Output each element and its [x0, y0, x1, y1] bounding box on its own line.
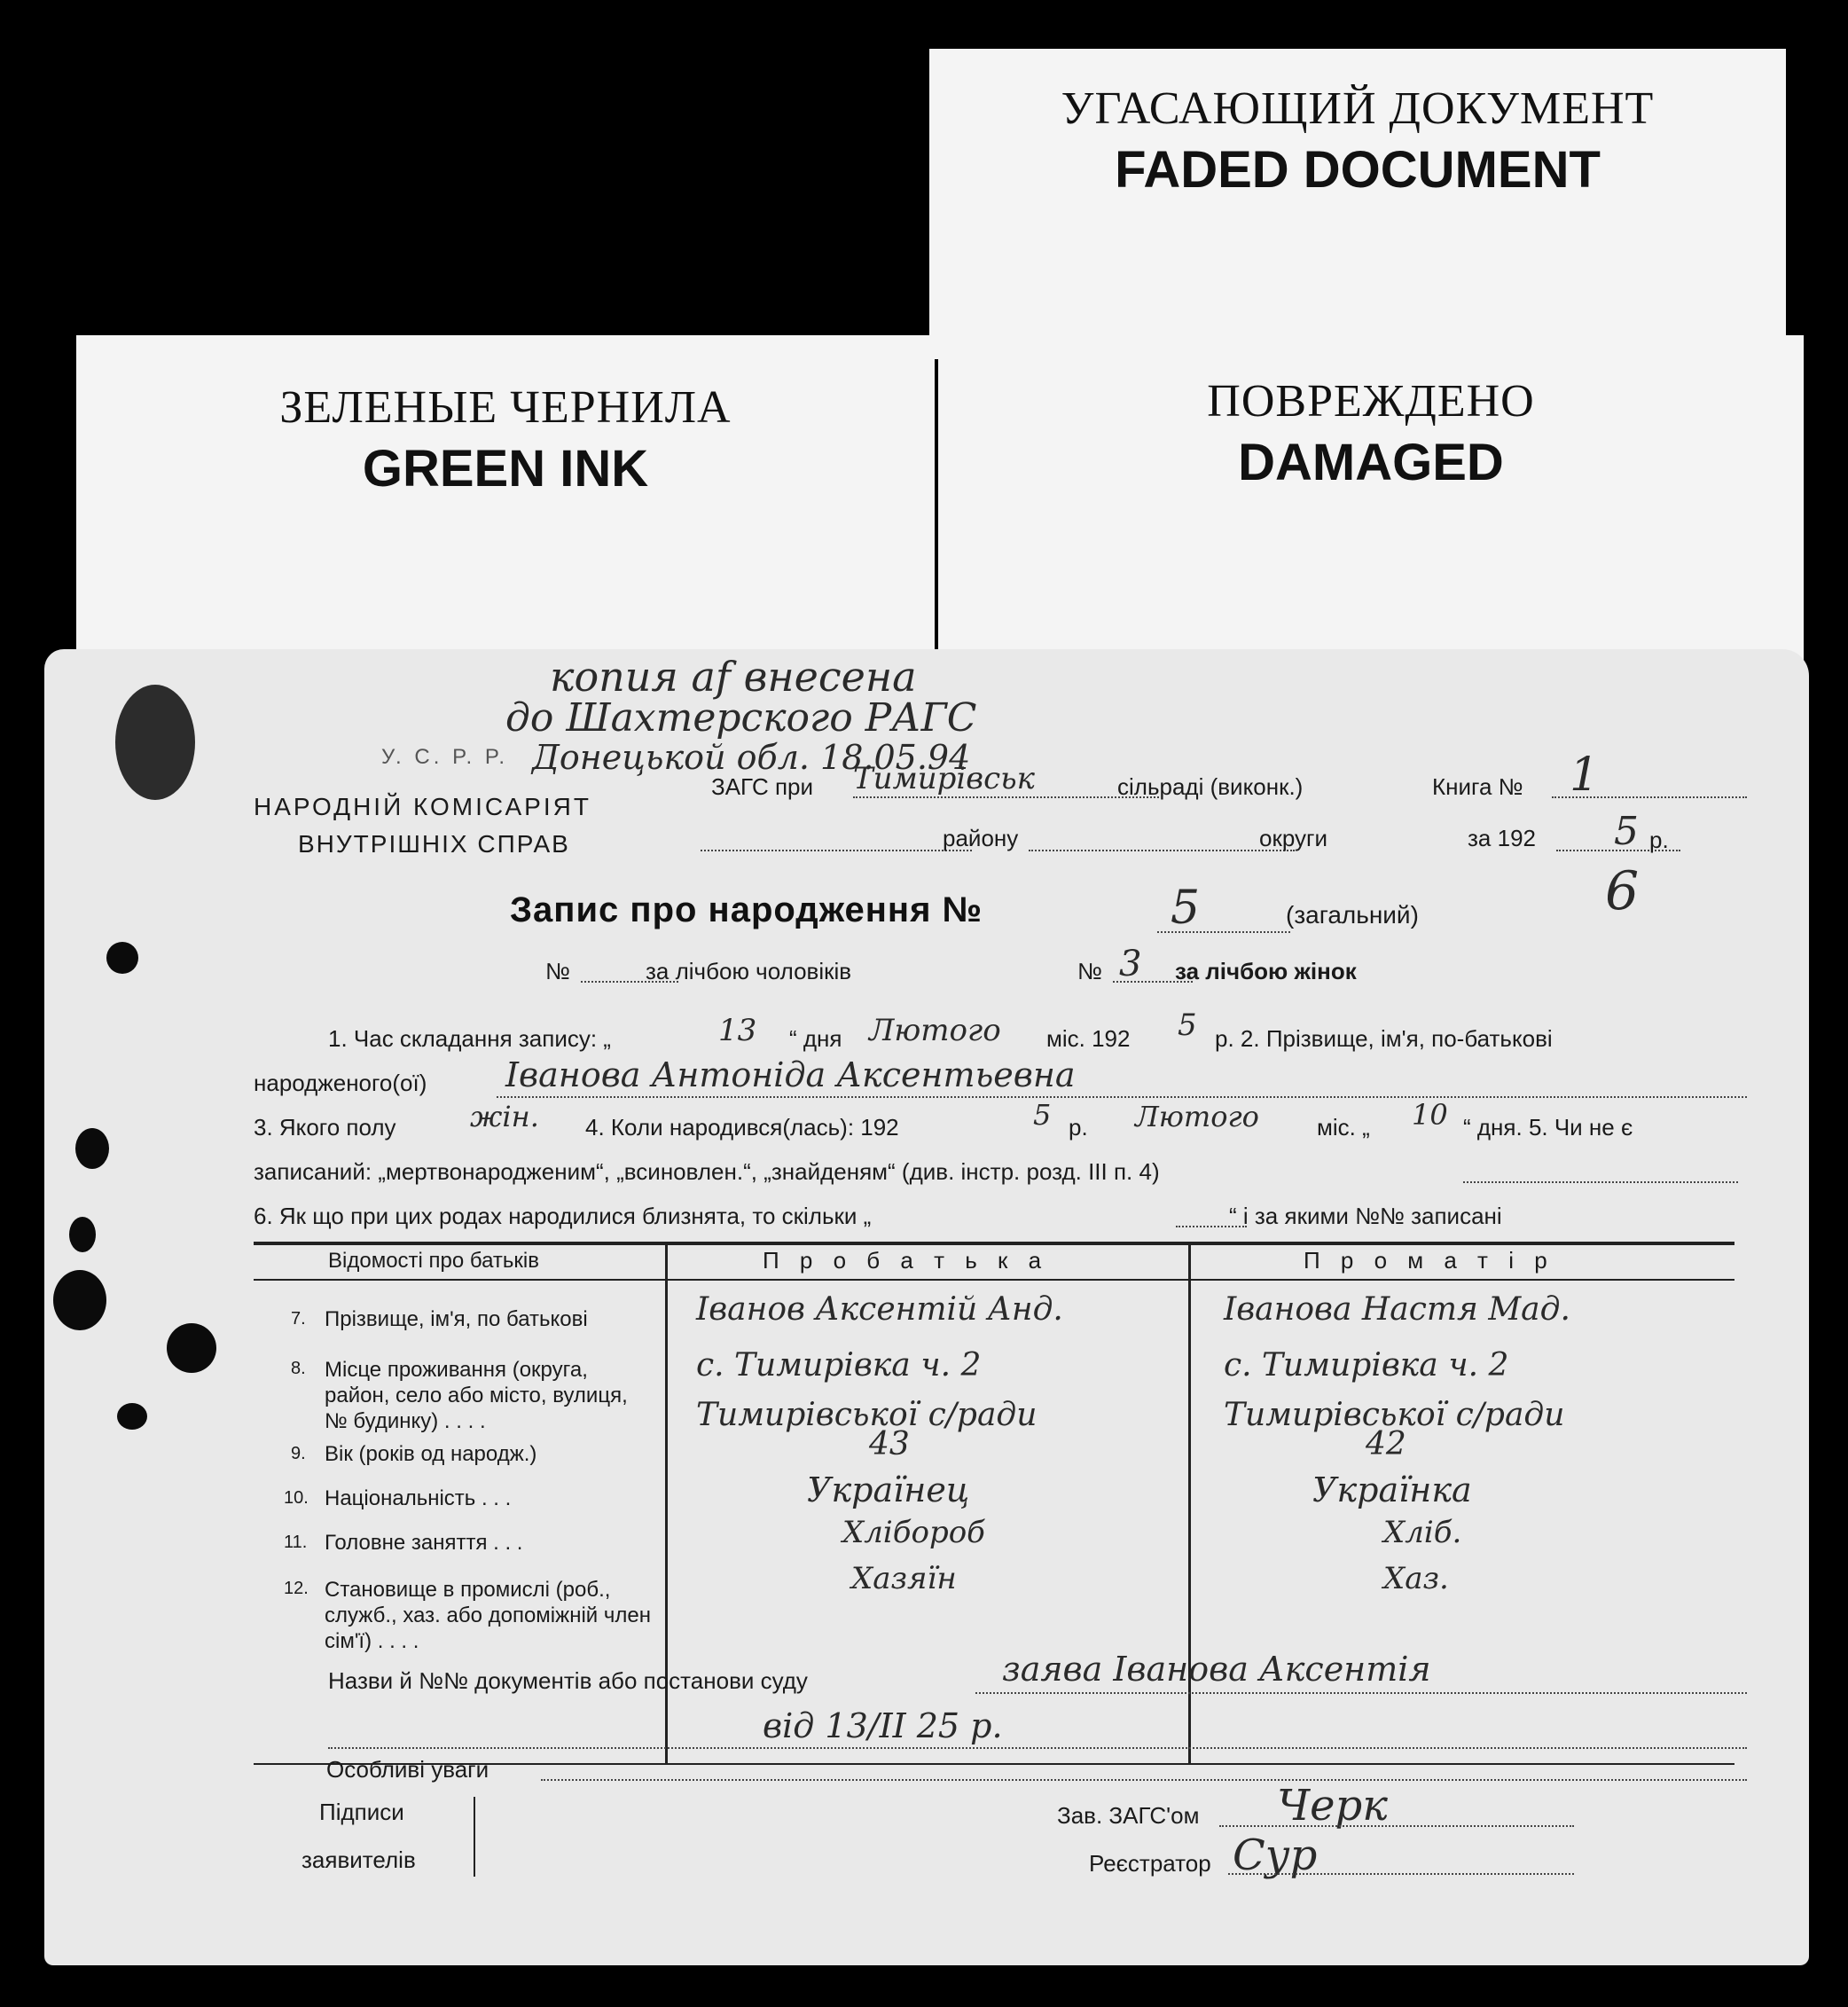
field-1-year: 5 — [1178, 1007, 1197, 1043]
damaged-label-ru: ПОВРЕЖДЕНО — [1207, 376, 1535, 427]
father-nationality: Українец — [807, 1470, 970, 1509]
field-1-day: 13 — [718, 1013, 757, 1048]
registrar-label: Реєстратор — [1089, 1850, 1211, 1877]
district-underline — [701, 850, 972, 851]
row-11-label: Головне заняття . . . — [325, 1531, 523, 1555]
okrug-underline — [1029, 850, 1295, 851]
row-7-label: Прізвище, ім'я, по батькові — [325, 1307, 588, 1331]
row-9-label: Вік (років од народж.) — [325, 1442, 537, 1466]
documents-value-1: заява Іванова Аксентія — [1002, 1650, 1431, 1689]
annotation-line-1: копия аf внесена — [550, 653, 917, 701]
documents-underline-1 — [975, 1692, 1747, 1694]
child-name-underline — [497, 1096, 1747, 1098]
ink-stain — [115, 685, 195, 800]
faded-document-label — [929, 49, 1786, 359]
mother-residence: с. Тимирівка ч. 2 Тимирівської с/ради — [1224, 1347, 1565, 1433]
okrug-label: округи — [1259, 825, 1328, 851]
year-suffix: р. — [1649, 827, 1669, 853]
field-1-day-suffix: “ дня — [789, 1025, 842, 1052]
council-label: сільраді (виконк.) — [1117, 773, 1304, 800]
field-6-label: 6. Як що при цих родах народилися близнята, то скільки „ — [254, 1203, 872, 1229]
women-count-prefix: № — [1077, 958, 1102, 984]
record-general-label: (загальний) — [1286, 901, 1419, 929]
women-count-label: за лічбою жінок — [1175, 958, 1357, 984]
record-title: Запис про народження № — [510, 890, 983, 929]
zags-head-label: Зав. ЗАГС'ом — [1057, 1802, 1200, 1829]
field-2-sub-label: народженого(ої) — [254, 1070, 427, 1096]
field-4-label: 4. Коли народився(лась): 192 — [585, 1114, 899, 1141]
punch-hole — [117, 1403, 147, 1430]
book-number: 1 — [1570, 749, 1600, 802]
table-header-father: П р о б а т ь к а — [763, 1247, 1049, 1274]
book-label: Книга № — [1432, 773, 1523, 800]
row-8-number: 8. — [291, 1359, 306, 1378]
field-2-label: р. 2. Прізвище, ім'я, по-батькові — [1215, 1025, 1553, 1052]
notes-label: Особливі уваги — [326, 1756, 489, 1783]
field-6-label-b: “ і за якими №№ записані — [1229, 1203, 1502, 1229]
zags-underline — [853, 796, 1159, 798]
field-1-month: Лютого — [869, 1013, 1001, 1048]
child-name: Іванова Антоніда Аксентьевна — [505, 1055, 1076, 1094]
zags-head-signature: Черк — [1277, 1781, 1388, 1831]
field-1-year-label: міс. 192 — [1046, 1025, 1131, 1052]
women-count-value: 3 — [1119, 944, 1142, 984]
annotation-line-3: Донецькой обл. 18.05.94 — [532, 738, 971, 777]
mother-name: Іванова Настя Мад. — [1224, 1291, 1570, 1328]
father-occupation: Хлібороб — [842, 1515, 985, 1550]
zags-value: Тимирівськ — [853, 761, 1035, 796]
book-underline — [1552, 796, 1747, 798]
punch-hole — [75, 1128, 109, 1169]
signatures-label-2: заявителів — [301, 1846, 416, 1873]
ministry-line-1: НАРОДНІЙ КОМІСАРІЯТ — [254, 793, 591, 820]
annotation-line-2: до Шахтерского РАГС — [505, 695, 977, 741]
birth-year: 5 — [1033, 1098, 1052, 1132]
row-8-label: Місце проживання (округа, район, село або місто, вулиця, № будинку) . . . . — [325, 1358, 628, 1433]
punch-hole — [106, 942, 138, 974]
notes-underline — [541, 1779, 1747, 1781]
row-9-number: 9. — [291, 1444, 306, 1463]
registrar-signature: Сур — [1233, 1831, 1318, 1880]
margin-note: 6 — [1605, 860, 1640, 922]
father-residence: с. Тимирівка ч. 2 Тимирівської с/ради — [696, 1347, 1038, 1433]
table-header-mother: П р о м а т і р — [1304, 1247, 1554, 1274]
faded-label-ru: УГАСАЮЩИЙ ДОКУМЕНТ — [1061, 83, 1655, 134]
documents-label: Назви й №№ документів або постанови суду — [328, 1667, 808, 1694]
field-5-underline — [1463, 1181, 1738, 1183]
punch-hole — [69, 1217, 96, 1252]
row-7-number: 7. — [291, 1309, 306, 1329]
signatures-label-1: Підписи — [319, 1799, 404, 1825]
row-12-label: Становище в промислі (роб., служб., хаз. або допоміжній член сім'ї) . . . . — [325, 1578, 651, 1653]
row-10-label: Національність . . . — [325, 1486, 512, 1510]
zags-label: ЗАГС при — [711, 773, 814, 800]
table-top-rule — [254, 1242, 1734, 1245]
row-11-number: 11. — [284, 1533, 308, 1552]
row-12-number: 12. — [284, 1579, 309, 1598]
damaged-label-en: DAMAGED — [1238, 434, 1504, 491]
faded-label-en: FADED DOCUMENT — [1115, 141, 1601, 199]
district-label: району — [943, 825, 1019, 851]
year-value: 5 — [1614, 809, 1639, 854]
mother-status: Хаз. — [1383, 1561, 1449, 1596]
men-count-prefix: № — [545, 958, 570, 984]
punch-hole — [167, 1323, 216, 1373]
documents-underline-2 — [328, 1747, 1747, 1749]
father-name: Іванов Аксентій Анд. — [696, 1291, 1063, 1328]
registrar-underline — [1228, 1873, 1574, 1875]
birth-month: Лютого — [1135, 1100, 1259, 1133]
record-number-underline — [1157, 931, 1290, 933]
damaged-label — [938, 335, 1804, 672]
zags-head-underline — [1219, 1825, 1574, 1827]
mother-nationality: Українка — [1312, 1470, 1472, 1509]
field-4-r: р. — [1069, 1114, 1088, 1141]
table-header-info: Відомості про батьків — [328, 1249, 539, 1273]
record-number: 5 — [1171, 882, 1201, 935]
men-count-label: за лічбою чоловіків — [646, 958, 852, 984]
ministry-line-2: ВНУТРІШНІХ СПРАВ — [298, 830, 570, 858]
birth-day: 10 — [1412, 1098, 1448, 1132]
punch-hole — [53, 1270, 106, 1330]
field-3-label: 3. Якого полу — [254, 1114, 396, 1141]
mother-occupation: Хліб. — [1383, 1515, 1462, 1550]
child-sex: жін. — [470, 1100, 539, 1133]
republic-label: У. С. Р. Р. — [381, 745, 509, 769]
green-ink-label-ru: ЗЕЛЕНЫЕ ЧЕРНИЛА — [279, 382, 732, 433]
documents-value-2: від 13/II 25 р. — [763, 1706, 1003, 1745]
green-ink-label — [76, 335, 935, 672]
green-ink-label-en: GREEN INK — [362, 440, 649, 498]
field-5-options: записаний: „мертвонародженим“, „всиновлен.“, „знайденям“ (див. інстр. розд. III п. 4) — [254, 1158, 1160, 1185]
table-header-rule — [254, 1279, 1734, 1281]
year-label: за 192 — [1468, 825, 1536, 851]
field-4-month-label: міс. „ — [1317, 1114, 1370, 1141]
birth-record-form — [44, 649, 1809, 1965]
field-5-label: “ дня. 5. Чи не є — [1463, 1114, 1633, 1141]
field-1-label: 1. Час складання запису: „ — [328, 1025, 611, 1052]
father-age: 43 — [869, 1426, 910, 1462]
row-10-number: 10. — [284, 1488, 309, 1508]
signatures-bracket — [474, 1797, 475, 1877]
father-status: Хазяїн — [851, 1561, 957, 1596]
mother-age: 42 — [1366, 1426, 1406, 1462]
